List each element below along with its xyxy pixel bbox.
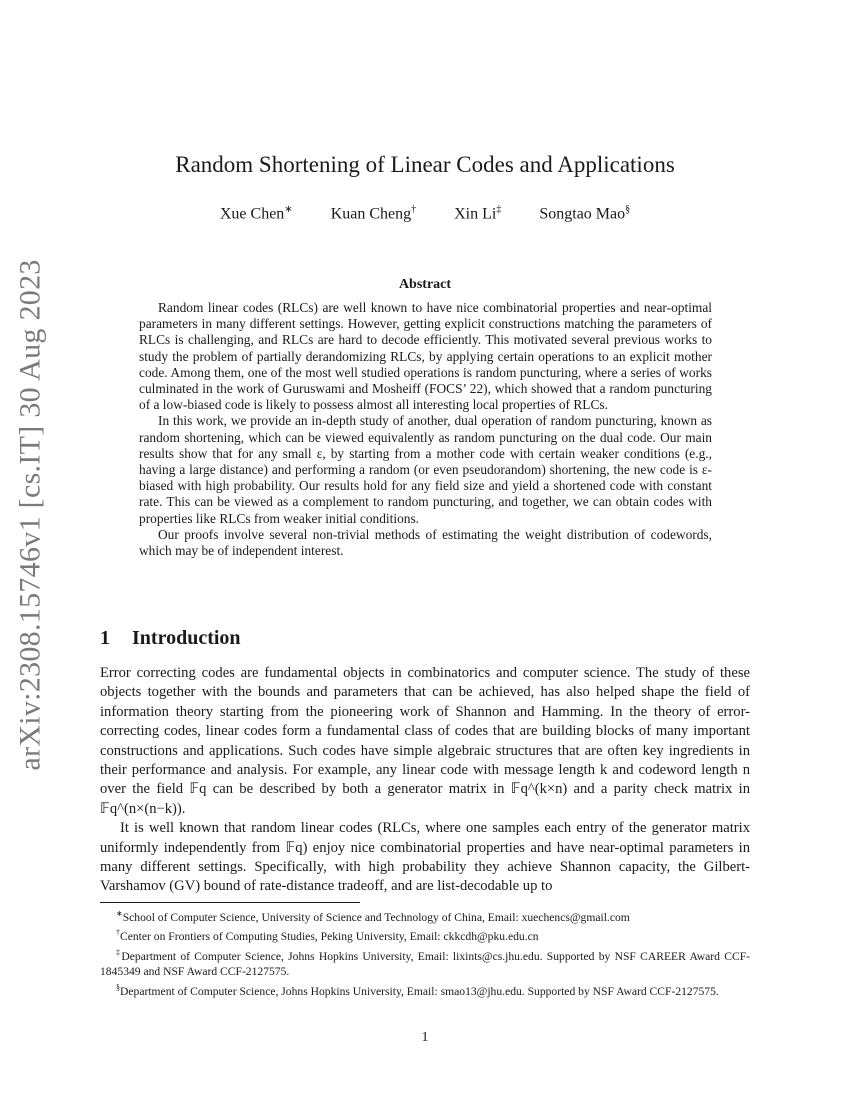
body-paragraph: It is well known that random linear codes (RLCs, where one samples each entry of the generator matrix uniformly independently from 𝔽q) enjoy nice combinatorial properties and have near-optimal parameters in many different settings. Specifically, with high probability they achieve Shannon capacity, the Gilbert-Varshamov (GV) bound of rate-distance tradeoff, and are list-decodable up to — [100, 820, 750, 895]
section-number: 1 — [100, 627, 110, 649]
author-footnote-mark[interactable]: ‡ — [496, 204, 502, 215]
abstract-paragraph: Our proofs involve several non-trivial methods of estimating the weight distribution of codewords, which may be of independent interest. — [139, 526, 712, 559]
author-footnote-mark[interactable]: † — [411, 204, 417, 215]
abstract-heading: Abstract — [398, 277, 452, 292]
footnote-mark: § — [116, 982, 120, 992]
author-name: Xin Li — [454, 205, 497, 223]
arxiv-identifier[interactable]: arXiv:2308.15746v1 [cs.IT] 30 Aug 2023 — [14, 259, 47, 771]
footnote — [100, 980, 750, 999]
author-name: Xue Chen — [219, 205, 285, 223]
abstract-paragraph: In this work, we provide an in-depth study of another, dual operation of random puncturing, known as random shortening, which can be viewed equivalently as random puncturing on the dual code. Our main results show that for any small ε, by starting from a mother code with certain weaker conditions (e.g., having a large distance) and performing a random (or even pseudorandom) shortening, the new code is ε-biased with high probability. Our results hold for any field size and yield a shortened code with constant rate. This can be viewed as a complement to random puncturing, and together, we can obtain codes with properties like RLCs from weaker initial conditions. — [139, 413, 712, 526]
author — [331, 204, 416, 223]
footnote — [100, 925, 750, 944]
author — [539, 204, 630, 223]
author-name: Kuan Cheng — [330, 205, 412, 223]
arxiv-stamp — [6, 259, 56, 771]
paper-title: Random Shortening of Linear Codes and Applications — [175, 152, 675, 177]
abstract-body — [139, 300, 712, 559]
footnote-rule — [100, 902, 360, 903]
footnote-mark: ‡ — [116, 947, 122, 957]
introduction-body — [100, 664, 750, 897]
footnote — [100, 906, 750, 925]
section-heading — [100, 627, 241, 650]
footnote-text: Center on Frontiers of Computing Studies, Peking University, Email: ckkcdh@pku.edu.cn — [120, 930, 539, 944]
footnotes — [100, 906, 750, 999]
section-title: Introduction — [132, 627, 241, 649]
abstract-paragraph: Random linear codes (RLCs) are well known to have nice combinatorial properties and near-optimal parameters in many different settings. However, getting explicit constructions matching the parameters of RLCs is challenging, and RLCs are hard to decode efficiently. This motivated several previous works to study the problem of partially derandomizing RLCs, by applying certain operations to an explicit mother code. Among them, one of the most well studied operations is random puncturing, where a series of works culminated in the work of Guruswami and Mosheiff (FOCS’ 22), which showed that a random puncturing of a low-biased code is likely to possess almost all interesting local properties of RLCs. — [139, 300, 712, 413]
author-footnote-mark[interactable]: § — [625, 204, 631, 215]
author-footnote-mark[interactable]: ∗ — [284, 204, 293, 215]
footnote-text: Department of Computer Science, Johns Hopkins University, Email: lixints@cs.jhu.edu. Supported by NSF CAREER Award CCF-1845349 and NSF Award CCF-2127575. — [100, 949, 751, 979]
author — [454, 204, 501, 223]
body-paragraph: Error correcting codes are fundamental objects in combinatorics and computer science. The study of these objects together with the bounds and parameters that can be achieved, has also helped shape the field of information theory starting from the pioneering work of Shannon and Hamming. In the theory of error-correcting codes, linear codes form a fundamental class of codes that are building blocks of many important constructions and applications. Such codes have simple algebraic structures that are often key ingredients in their performance and analysis. For example, any linear code with message length k and codeword length n over the field 𝔽q can be described by both a generator matrix in 𝔽q^(k×n) and a parity check matrix in 𝔽q^(n×(n−k)). — [100, 665, 750, 817]
footnote-text: School of Computer Science, University of Science and Technology of China, Email: xuechencs@gmail.com — [122, 910, 630, 924]
author-list — [100, 204, 750, 223]
footnote-text: Department of Computer Science, Johns Hopkins University, Email: smao13@jhu.edu. Supported by NSF Award CCF-2127575. — [120, 984, 719, 998]
footnote — [100, 945, 750, 980]
author — [220, 204, 293, 223]
footnote-mark: ∗ — [116, 909, 123, 918]
author-name: Songtao Mao — [539, 205, 626, 223]
page-number: 1 — [421, 1030, 429, 1045]
footnote-mark: † — [116, 928, 120, 938]
